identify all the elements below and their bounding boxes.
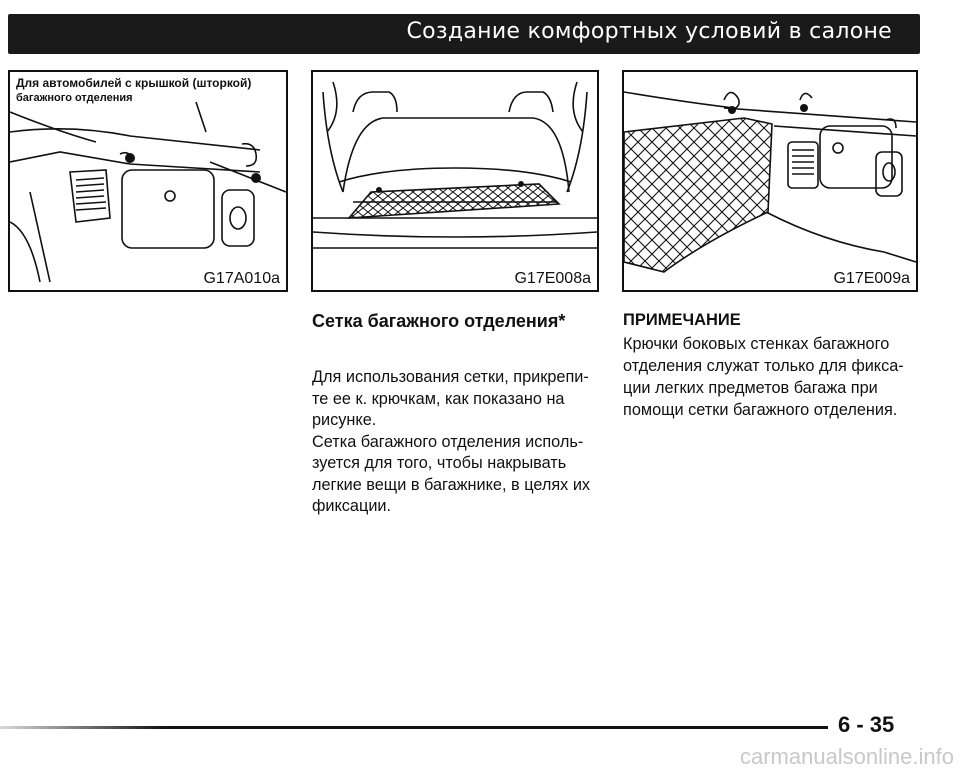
figure-trunk-hooks [8,70,288,292]
note-text: Крючки боковых стенках багажного отделения служат только для фикса-ции легких предметов багажа при помощи сетки багажного отделения. [623,335,904,419]
section-title: Сетка багажного отделения* [312,311,566,331]
figure-cargo-net-rear [311,70,599,292]
figure-caption: Для автомобилей с крышкой (шторкой) багажного отделения [16,76,252,104]
figure-code: G17A010a [203,270,280,287]
note-title: ПРИМЕЧАНИЕ [623,311,741,329]
page-number: 6 - 35 [838,712,895,737]
footer-divider [0,726,828,729]
figure-net-on-hooks [622,70,918,292]
page-title: Создание комфортных условий в салоне [406,19,892,44]
section-paragraph: Сетка багажного отделения исполь-зуется для того, чтобы накрывать легкие вещи в багажнике, в целях их фиксации. [312,432,591,515]
figure-code: G17E008a [514,270,591,287]
cargo-net-rear-view-illustration [313,72,597,290]
section-body [312,367,604,518]
cargo-net-side-hooks-illustration [624,72,916,290]
header-bar [8,14,920,54]
section-paragraph: Для использования сетки, прикрепи-те ее к. крючкам, как показано на рисунке. [312,368,589,429]
watermark: carmanualsonline.info [739,744,954,769]
figure-code: G17E009a [833,270,910,287]
